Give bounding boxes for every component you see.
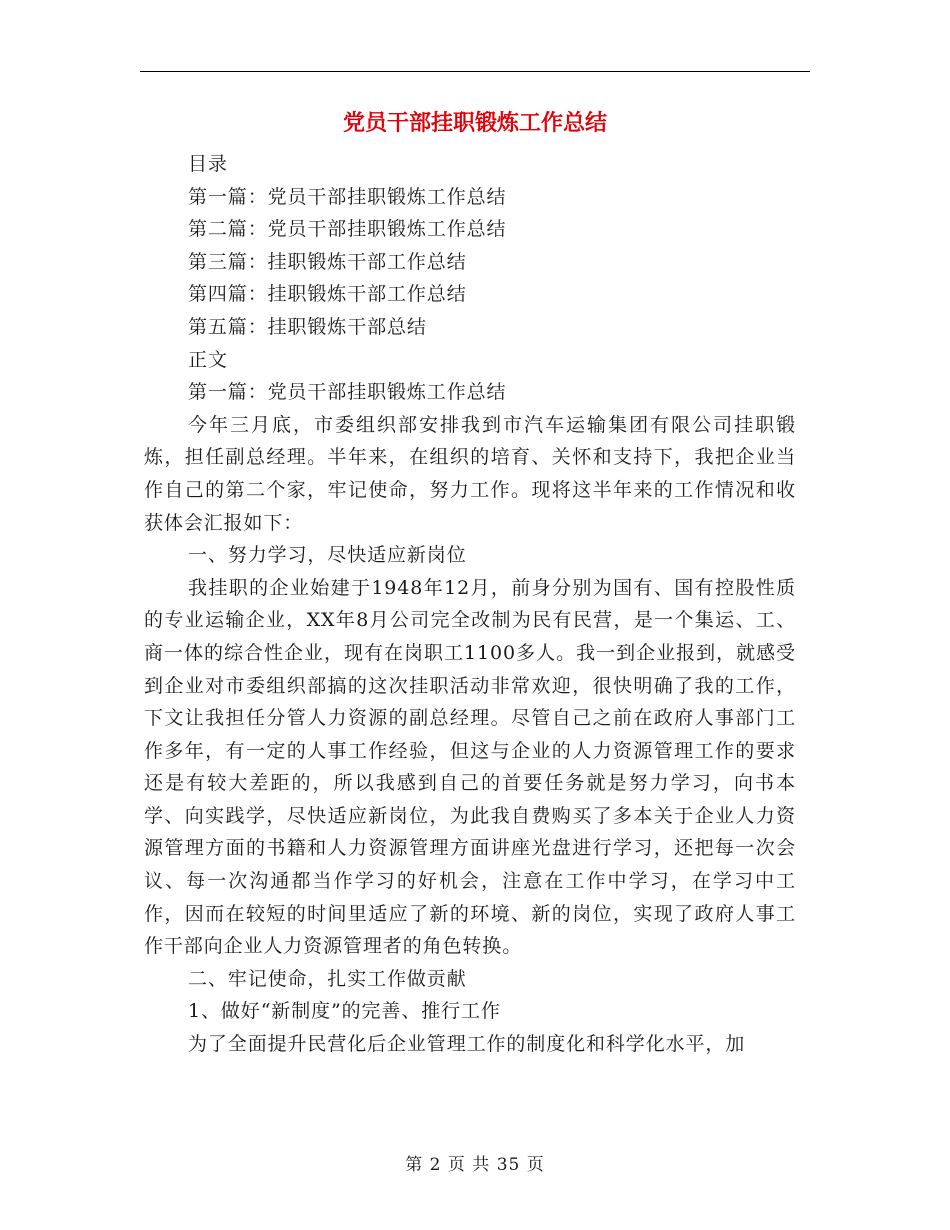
toc-item: 第四篇：挂职锻炼干部工作总结 — [188, 283, 467, 306]
paragraph: 今年三月底，市委组织部安排我到市汽车运输集团有限公司挂职锻炼，担任副总经理。半年来，在组织的培育、关怀和支持下，我把企业当作自己的第二个家，牢记使命，努力工作。现将这半年来的工作情况和收获体会汇报如下： — [144, 413, 796, 534]
section-heading: 一、努力学习，尽快适应新岗位 — [188, 544, 467, 567]
header-rule — [140, 71, 810, 72]
paragraph: 为了全面提升民营化后企业管理工作的制度化和科学化水平，加 — [188, 1033, 746, 1056]
toc-item: 第一篇：党员干部挂职锻炼工作总结 — [188, 185, 507, 208]
toc-heading: 目录 — [188, 153, 228, 175]
section-heading: 二、牢记使命，扎实工作做贡献 — [188, 967, 467, 990]
body-heading: 正文 — [188, 348, 228, 371]
toc-item: 第二篇：党员干部挂职锻炼工作总结 — [188, 218, 507, 241]
paragraph: 我挂职的企业始建于1948年12月，前身分别为国有、国有控股性质的专业运输企业，XX年8月公司完全改制为民有民营，是一个集运、工、商一体的综合性企业，现有在岗职工1100多人。我一到企业报到，就感受到企业对市委组织部搞的这次挂职活动非常欢迎，很快明确了我的工作，下文让我担任分管人力资源的副总经理。尽管自己之前在政府人事部门工作多年，有一定的人事工作经验，但这与企业的人力资源管理工作的要求还是有较大差距的，所以我感到自己的首要任务就是努力学习，向书本学、向实践学，尽快适应新岗位，为此我自费购买了多本关于企业人力资源管理方面的书籍和人力资源管理方面讲座光盘进行学习，还把每一次会议、每一次沟通都当作学习的好机会，注意在工作中学习，在学习中工作，因而在较短的时间里适应了新的环境、新的岗位，实现了政府人事工作干部向企业人力资源管理者的角色转换。 — [144, 576, 796, 958]
chapter-title: 第一篇：党员干部挂职锻炼工作总结 — [188, 381, 507, 404]
toc-item: 第五篇：挂职锻炼干部总结 — [188, 315, 427, 338]
document-title: 党员干部挂职锻炼工作总结 — [342, 111, 607, 136]
subsection-heading: 1、做好“新制度”的完善、推行工作 — [188, 1000, 501, 1023]
document-body — [144, 148, 796, 1061]
toc-item: 第三篇：挂职锻炼干部工作总结 — [188, 250, 467, 273]
page-footer: 第 2 页 共 35 页 — [405, 1155, 545, 1175]
